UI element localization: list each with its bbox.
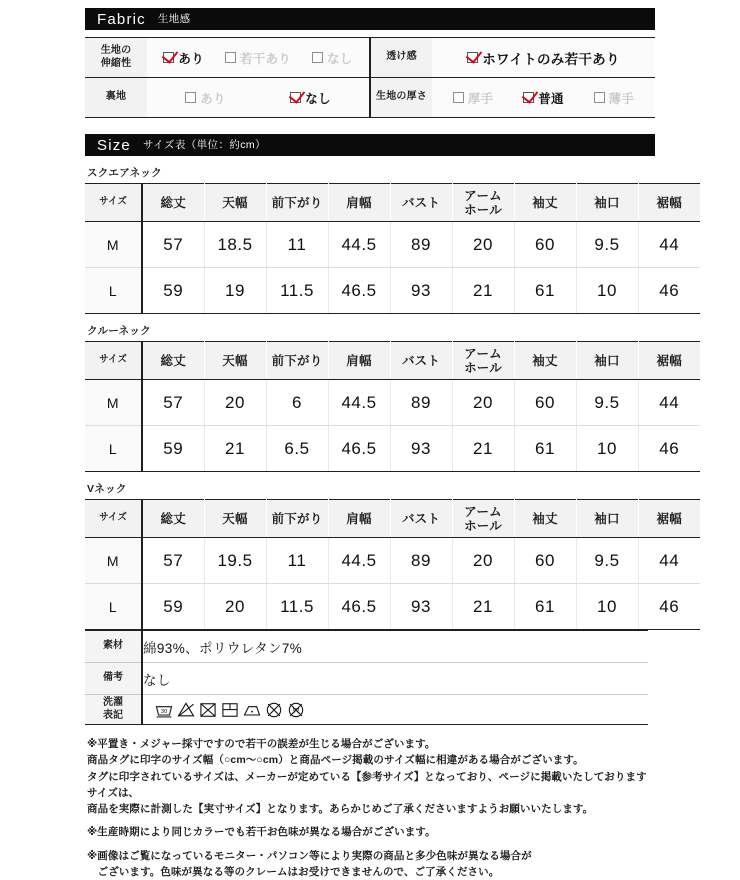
care-row-label: 洗濯 表記 <box>85 695 142 725</box>
size-cell-value: 19 <box>204 268 266 314</box>
size-tables-group <box>85 165 682 630</box>
size-cell-value: 60 <box>514 538 576 584</box>
size-cell-value: 21 <box>204 426 266 472</box>
size-cell-value: 20 <box>204 584 266 630</box>
size-cell-value: 44.5 <box>328 538 390 584</box>
size-cell-value: 61 <box>514 426 576 472</box>
size-table-column-header: サイズ <box>85 500 142 538</box>
size-cell-value: 19.5 <box>204 538 266 584</box>
fabric-table <box>85 37 655 118</box>
checkbox-label: あり <box>178 51 205 66</box>
checkbox-label: 薄手 <box>608 91 635 106</box>
size-cell-value: 61 <box>514 584 576 630</box>
checkbox-option[interactable] <box>594 89 635 107</box>
size-table-title: クルーネック <box>87 325 151 337</box>
checkbox-empty-icon <box>185 92 196 103</box>
size-table-column-header: 袖丈 <box>514 184 576 222</box>
checkbox-label: なし <box>326 51 353 66</box>
size-cell-value: 20 <box>452 222 514 268</box>
size-cell-value: 10 <box>576 426 638 472</box>
size-table-row <box>85 584 700 630</box>
checkbox-empty-icon <box>225 52 236 63</box>
size-table-column-header: 袖丈 <box>514 342 576 380</box>
checkbox-label: ホワイトのみ若干あり <box>482 51 620 67</box>
size-cell-value: 9.5 <box>576 222 638 268</box>
size-table-column-header: 袖丈 <box>514 500 576 538</box>
size-table <box>85 183 700 314</box>
checkbox-option-checked[interactable] <box>163 49 204 67</box>
size-table-header-row <box>85 342 700 380</box>
checkbox-empty-icon <box>312 52 323 63</box>
size-table-header-row <box>85 184 700 222</box>
size-banner-title-jp: サイズ表（単位：約cm） <box>142 138 266 151</box>
size-cell-value: 9.5 <box>576 380 638 426</box>
size-cell-value: 10 <box>576 584 638 630</box>
fabric-option-group <box>432 89 655 107</box>
checkbox-option[interactable] <box>185 89 226 107</box>
svg-text:W: W <box>292 707 300 714</box>
checkbox-option[interactable] <box>225 49 291 67</box>
size-cell-value: 93 <box>390 268 452 314</box>
size-table-row <box>85 538 700 584</box>
size-table-column-header: バスト <box>390 342 452 380</box>
size-table-column-header: 前下がり <box>266 500 328 538</box>
fabric-row-options-left <box>147 78 370 118</box>
size-cell-value: 11 <box>266 222 328 268</box>
size-table-row <box>85 222 700 268</box>
svg-text:30: 30 <box>160 708 168 715</box>
fabric-row-options-left <box>147 38 370 78</box>
checkbox-checked-icon <box>290 92 301 103</box>
size-cell-value: 57 <box>142 380 204 426</box>
size-cell-value: 46.5 <box>328 268 390 314</box>
size-cell-value: 6.5 <box>266 426 328 472</box>
no-wet-clean-icon <box>286 700 306 720</box>
size-cell-value: 59 <box>142 584 204 630</box>
size-table-row <box>85 426 700 472</box>
fabric-option-group <box>147 89 369 107</box>
size-row-label: L <box>85 268 142 314</box>
size-cell-value: 44 <box>638 222 700 268</box>
size-table-title: Vネック <box>87 483 127 495</box>
fabric-row <box>85 38 655 78</box>
info-row-label: 備考 <box>85 663 142 695</box>
size-cell-value: 44.5 <box>328 380 390 426</box>
size-cell-value: 11.5 <box>266 268 328 314</box>
size-cell-value: 46 <box>638 584 700 630</box>
no-dry-clean-icon <box>264 700 284 720</box>
checkbox-label: 厚手 <box>467 91 494 106</box>
fabric-banner-title-jp: 生地感 <box>157 12 191 25</box>
size-table-column-header: 総丈 <box>142 184 204 222</box>
size-table-header-row <box>85 500 700 538</box>
fabric-option-group <box>432 48 655 68</box>
checkbox-option-checked[interactable] <box>523 89 564 107</box>
checkbox-option-checked[interactable] <box>290 89 331 107</box>
size-section-banner <box>85 134 655 156</box>
size-table-column-header: アーム ホール <box>452 500 514 538</box>
size-table-column-header: 肩幅 <box>328 500 390 538</box>
size-cell-value: 46.5 <box>328 426 390 472</box>
size-cell-value: 89 <box>390 538 452 584</box>
size-table-column-header: 袖口 <box>576 184 638 222</box>
size-cell-value: 57 <box>142 538 204 584</box>
fabric-row-label-right: 生地の厚さ <box>370 78 432 118</box>
fabric-row-options-right <box>432 78 655 118</box>
size-cell-value: 89 <box>390 380 452 426</box>
drip-dry-shade-icon <box>220 700 240 720</box>
footer-note: ※画像はご覧になっているモニター・パソコン等により実際の商品と多少色味が異なる場合が ございます。色味が異なる等のクレームはお受けできませんので、ご了承ください。 <box>87 849 532 878</box>
size-table-column-header: 天幅 <box>204 342 266 380</box>
fabric-row-label-left: 裏地 <box>85 78 147 118</box>
checkbox-checked-icon <box>467 52 478 63</box>
size-table-column-header: 前下がり <box>266 342 328 380</box>
fabric-row-label-left: 生地の 伸縮性 <box>85 38 147 78</box>
size-table <box>85 499 700 630</box>
care-row <box>85 695 648 725</box>
size-table-column-header: アーム ホール <box>452 184 514 222</box>
size-cell-value: 11 <box>266 538 328 584</box>
checkbox-empty-icon <box>453 92 464 103</box>
size-cell-value: 59 <box>142 426 204 472</box>
size-cell-value: 11.5 <box>266 584 328 630</box>
size-cell-value: 21 <box>452 268 514 314</box>
size-cell-value: 44.5 <box>328 222 390 268</box>
size-row-label: M <box>85 380 142 426</box>
footer-notes <box>87 736 655 880</box>
size-table-column-header: 袖口 <box>576 500 638 538</box>
size-cell-value: 9.5 <box>576 538 638 584</box>
size-cell-value: 21 <box>452 426 514 472</box>
checkbox-checked-icon <box>523 92 534 103</box>
size-table-column-header: 裾幅 <box>638 342 700 380</box>
fabric-banner-title-en: Fabric <box>97 10 146 28</box>
size-cell-value: 61 <box>514 268 576 314</box>
footer-note: ※生産時期により同じカラーでも若干お色味が異なる場合がございます。 <box>87 826 436 839</box>
info-row-value: 綿93%、ポリウレタン7% <box>142 631 648 663</box>
size-cell-value: 6 <box>266 380 328 426</box>
checkbox-checked-icon <box>163 52 174 63</box>
size-cell-value: 93 <box>390 584 452 630</box>
size-table-column-header: 裾幅 <box>638 500 700 538</box>
size-cell-value: 57 <box>142 222 204 268</box>
size-cell-value: 60 <box>514 380 576 426</box>
size-row-label: M <box>85 538 142 584</box>
size-table-column-header: 天幅 <box>204 500 266 538</box>
size-cell-value: 89 <box>390 222 452 268</box>
size-cell-value: 20 <box>204 380 266 426</box>
size-table-column-header: 肩幅 <box>328 184 390 222</box>
fabric-row <box>85 78 655 118</box>
size-table-column-header: 袖口 <box>576 342 638 380</box>
checkbox-label: なし <box>305 91 331 106</box>
size-cell-value: 44 <box>638 538 700 584</box>
size-table-column-header: 肩幅 <box>328 342 390 380</box>
info-row <box>85 663 648 695</box>
size-cell-value: 46 <box>638 426 700 472</box>
checkbox-option[interactable] <box>453 89 494 107</box>
info-row <box>85 631 648 663</box>
care-row-value <box>142 695 648 725</box>
checkbox-option[interactable] <box>312 49 353 67</box>
size-table-column-header: 裾幅 <box>638 184 700 222</box>
size-cell-value: 59 <box>142 268 204 314</box>
size-table-column-header: バスト <box>390 500 452 538</box>
size-table-column-header: アーム ホール <box>452 342 514 380</box>
size-cell-value: 18.5 <box>204 222 266 268</box>
size-table-column-header: 天幅 <box>204 184 266 222</box>
fabric-section-banner <box>85 8 655 30</box>
checkbox-option-checked[interactable] <box>467 48 620 68</box>
size-cell-value: 46.5 <box>328 584 390 630</box>
size-cell-value: 20 <box>452 538 514 584</box>
size-table-title: スクエアネック <box>87 167 162 179</box>
size-row-label: L <box>85 584 142 630</box>
checkbox-label: 普通 <box>538 91 564 106</box>
no-tumble-dry-icon <box>198 700 218 720</box>
iron-low-icon <box>242 700 262 720</box>
size-table-column-header: 総丈 <box>142 342 204 380</box>
checkbox-empty-icon <box>594 92 605 103</box>
info-row-value: なし <box>142 663 648 695</box>
size-cell-value: 93 <box>390 426 452 472</box>
size-table-column-header: サイズ <box>85 342 142 380</box>
size-cell-value: 20 <box>452 380 514 426</box>
fabric-row-options-right <box>432 38 655 78</box>
size-table-row <box>85 380 700 426</box>
checkbox-label: あり <box>200 91 226 106</box>
wash-tub-30-icon <box>154 700 174 720</box>
content-column <box>85 8 682 880</box>
size-table-column-header: バスト <box>390 184 452 222</box>
fabric-row-label-right: 透け感 <box>370 38 432 78</box>
size-row-label: L <box>85 426 142 472</box>
size-row-label: M <box>85 222 142 268</box>
info-table <box>85 630 648 725</box>
size-cell-value: 60 <box>514 222 576 268</box>
info-row-label: 素材 <box>85 631 142 663</box>
footer-note: ※平置き・メジャー採寸ですので若干の誤差が生じる場合がございます。 商品タグに印字のサイズ幅（○cm～○cm）と商品ページ掲載のサイズ幅に相違がある場合がございます。 タグに印字されているサイズは、メーカーが定めている【参考サイズ】となっており、ページに掲載いたしておりますサイズは、 商品を実際に計測した【実寸サイズ】となります。あらかじめご了承くださいますようお願いいたします。 <box>87 738 647 816</box>
size-cell-value: 21 <box>452 584 514 630</box>
fabric-option-group <box>147 49 369 67</box>
size-table-column-header: 前下がり <box>266 184 328 222</box>
size-banner-title-en: Size <box>97 136 131 154</box>
size-cell-value: 44 <box>638 380 700 426</box>
size-table-row <box>85 268 700 314</box>
no-bleach-icon <box>176 700 196 720</box>
size-cell-value: 10 <box>576 268 638 314</box>
size-cell-value: 46 <box>638 268 700 314</box>
checkbox-label: 若干あり <box>239 51 292 66</box>
size-table <box>85 341 700 472</box>
size-table-column-header: サイズ <box>85 184 142 222</box>
size-table-column-header: 総丈 <box>142 500 204 538</box>
